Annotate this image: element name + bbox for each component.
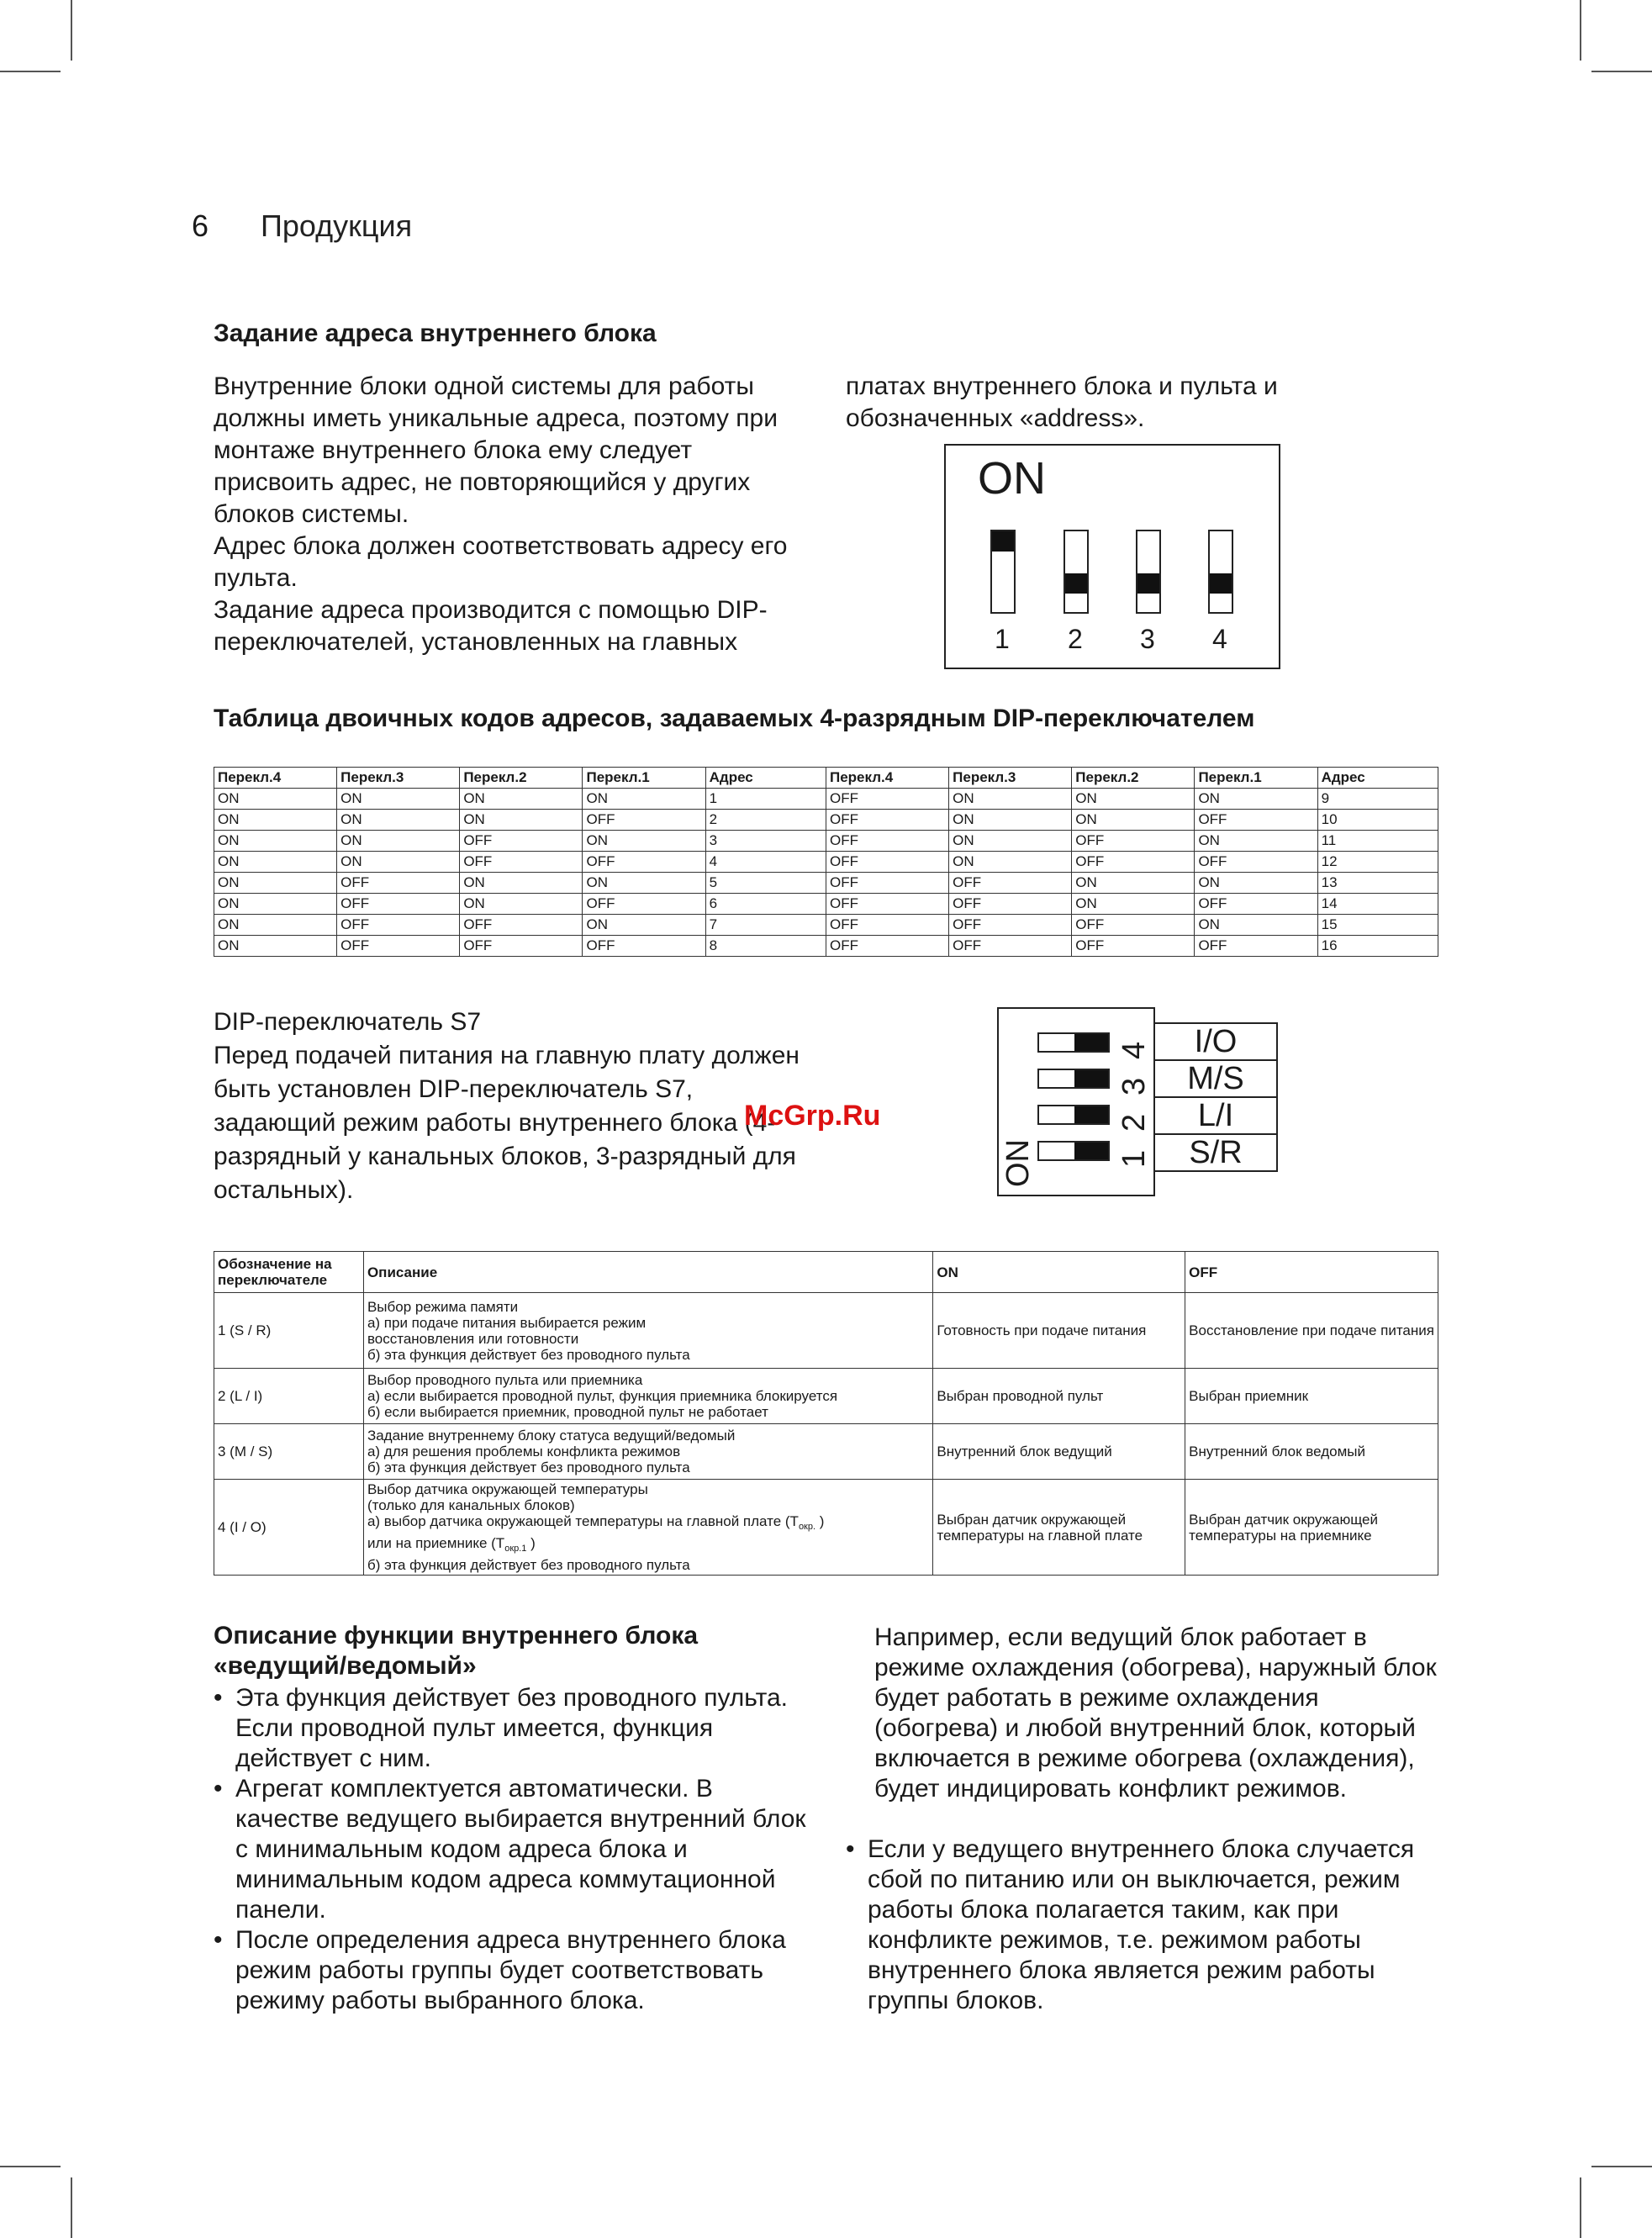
list-item: • Эта функция действует без проводного пульта. Если проводной пульт имеется, функция действует с ним. — [214, 1683, 819, 1774]
description-line: а) при подаче питания выбирается режим — [367, 1314, 647, 1331]
table-cell: ON — [949, 810, 1072, 831]
table-cell: OFF — [826, 831, 948, 852]
master-right-list — [846, 1834, 1446, 2016]
table-cell: ON — [214, 831, 337, 852]
paragraph: Внутренние блоки одной системы для работы должны иметь уникальные адреса, поэтому при монтаже внутреннего блока ему следует присвоить адрес, не повторяющийся у других блоков системы. — [214, 372, 778, 528]
table-row — [214, 894, 1438, 915]
address-dip-switch-diagram — [944, 444, 1280, 669]
s7-number: 3 — [1116, 1077, 1152, 1095]
s7-label-box — [1153, 1022, 1278, 1172]
table-cell: 2 — [705, 810, 826, 831]
s7-switch-3 — [1037, 1069, 1110, 1089]
table-header: OFF — [1185, 1252, 1438, 1293]
table-cell: OFF — [1072, 936, 1195, 957]
description-line: а) для решения проблемы конфликта режимов — [367, 1444, 681, 1459]
table-header: ON — [933, 1252, 1185, 1293]
table-cell: ON — [214, 873, 337, 894]
table-cell: ON — [214, 789, 337, 810]
table-header: Перекл.3 — [337, 768, 460, 789]
table-cell: ON — [214, 915, 337, 936]
on-cell: Выбран датчик окружающей температуры на главной плате — [933, 1480, 1185, 1576]
table-cell: ON — [1195, 831, 1317, 852]
table-cell: 16 — [1317, 936, 1438, 957]
crop-mark — [1580, 0, 1581, 61]
list-item: • После определения адреса внутреннего блока режим работы группы будет соответствовать режиму работы выбранного блока. — [214, 1925, 819, 2016]
description-line: Выбор режима памяти — [367, 1298, 519, 1315]
table-cell: OFF — [1195, 852, 1317, 873]
table-cell: OFF — [1072, 915, 1195, 936]
table-cell: OFF — [1072, 852, 1195, 873]
dip-number: 4 — [1212, 624, 1227, 654]
table-cell: OFF — [583, 810, 705, 831]
s7-label: L/I — [1155, 1098, 1276, 1135]
watermark: McGrp.Ru — [744, 1100, 881, 1132]
table-cell: ON — [337, 789, 460, 810]
page-number: 6 — [192, 208, 209, 243]
table-cell: ON — [460, 810, 583, 831]
table-header: Перекл.4 — [214, 768, 337, 789]
description-line: или на приемнике ($T_{окр.1}$ ) — [367, 1535, 536, 1554]
table-cell: ON — [337, 831, 460, 852]
dip-number: 1 — [995, 624, 1010, 654]
crop-mark — [1591, 71, 1652, 72]
table-cell: ON — [1072, 873, 1195, 894]
table-cell: OFF — [460, 852, 583, 873]
table-cell: ON — [583, 873, 705, 894]
table-cell: ON — [337, 852, 460, 873]
table-cell: OFF — [583, 936, 705, 957]
table-header: Описание — [363, 1252, 932, 1293]
switch-cell: 3 (M / S) — [214, 1424, 364, 1480]
table-cell: ON — [1195, 789, 1317, 810]
table-header: Адрес — [1317, 768, 1438, 789]
table-cell: ON — [214, 852, 337, 873]
table-cell: OFF — [337, 894, 460, 915]
paragraph: Адрес блока должен соответствовать адресу его пульта. — [214, 532, 788, 592]
crop-mark — [71, 0, 72, 61]
heading-line: «ведущий/ведомый» — [214, 1652, 477, 1680]
table-cell: ON — [1072, 810, 1195, 831]
table-cell: 3 — [705, 831, 826, 852]
table-cell: OFF — [1072, 831, 1195, 852]
table-header: Перекл.4 — [826, 768, 948, 789]
description-line: б) эта функция действует без проводного пульта — [367, 1459, 690, 1475]
table-header: Перекл.2 — [1072, 768, 1195, 789]
table-cell: ON — [949, 789, 1072, 810]
table-cell: 10 — [1317, 810, 1438, 831]
table-cell: ON — [949, 831, 1072, 852]
master-right-text: Например, если ведущий блок работает в режиме охлаждения (обогрева), наружный блок будет работать в режиме охлаждения (обогрева) и любой внутренний блок, который включается в режиме обогрева (охлаждения), будет индицировать конфликт режимов. — [874, 1623, 1437, 1803]
crop-mark — [1580, 2177, 1581, 2238]
s7-number: 2 — [1116, 1113, 1152, 1132]
table-cell: OFF — [826, 894, 948, 915]
table-cell: OFF — [337, 936, 460, 957]
table-cell: OFF — [826, 852, 948, 873]
description-cell — [363, 1480, 932, 1576]
table-cell: OFF — [1195, 810, 1317, 831]
table-cell: ON — [460, 894, 583, 915]
on-cell: Внутренний блок ведущий — [933, 1424, 1185, 1480]
on-cell: Выбран проводной пульт — [933, 1369, 1185, 1424]
table-cell: 14 — [1317, 894, 1438, 915]
table-cell: ON — [583, 915, 705, 936]
table-header: Перекл.2 — [460, 768, 583, 789]
description-line: Выбор датчика окружающей температуры — [367, 1481, 648, 1497]
dip-switch-1 — [990, 530, 1016, 614]
switch-cell: 1 (S / R) — [214, 1293, 364, 1369]
table-cell: OFF — [460, 831, 583, 852]
description-line: Задание внутреннему блоку статуса ведущий/ведомый — [367, 1428, 736, 1444]
table-cell: ON — [1072, 894, 1195, 915]
table-cell: OFF — [1195, 936, 1317, 957]
crop-mark — [0, 2166, 61, 2167]
s7-label: S/R — [1189, 1135, 1243, 1170]
table-row — [214, 915, 1438, 936]
description-line: восстановления или готовности — [367, 1330, 579, 1347]
description-line: Выбор проводного пульта или приемника — [367, 1372, 643, 1388]
master-left-list — [214, 1683, 819, 2016]
table-cell: OFF — [826, 789, 948, 810]
s7-switch-2 — [1037, 1105, 1110, 1125]
binary-code-table — [214, 767, 1438, 957]
s7-label: M/S — [1155, 1061, 1276, 1098]
crop-mark — [71, 2177, 72, 2238]
table-cell: ON — [949, 852, 1072, 873]
table-header: Перекл.1 — [1195, 768, 1317, 789]
table-cell: ON — [460, 789, 583, 810]
dip-number: 2 — [1068, 624, 1083, 654]
binary-table-title: Таблица двоичных кодов адресов, задаваемых 4-разрядным DIP-переключателем — [214, 705, 1255, 732]
table-row — [214, 852, 1438, 873]
list-item: • Агрегат комплектуется автоматически. В качестве ведущего выбирается внутренний блок с минимальным кодом адреса блока и минимальным кодом адреса коммутационной панели. — [214, 1774, 819, 1925]
crop-mark — [0, 71, 61, 72]
address-heading: Задание адреса внутреннего блока — [214, 319, 657, 347]
table-cell: ON — [214, 810, 337, 831]
table-cell: OFF — [949, 936, 1072, 957]
table-row — [214, 789, 1438, 810]
table-header: Обозначение на переключателе — [214, 1252, 364, 1293]
table-cell: OFF — [460, 936, 583, 957]
table-cell: 12 — [1317, 852, 1438, 873]
s7-label: I/O — [1155, 1024, 1276, 1061]
table-header: Адрес — [705, 768, 826, 789]
table-cell: 15 — [1317, 915, 1438, 936]
table-header: Перекл.3 — [949, 768, 1072, 789]
s7-switch-1 — [1037, 1141, 1110, 1161]
table-cell: OFF — [949, 873, 1072, 894]
table-row — [214, 810, 1438, 831]
on-cell: Готовность при подаче питания — [933, 1293, 1185, 1369]
switch-cell: 2 (L / I) — [214, 1369, 364, 1424]
s7-number: 1 — [1116, 1149, 1152, 1168]
description-line: б) эта функция действует без проводного пульта — [367, 1557, 690, 1573]
table-row — [214, 1293, 1438, 1369]
table-row — [214, 873, 1438, 894]
crop-mark — [1591, 2166, 1652, 2167]
table-cell: 7 — [705, 915, 826, 936]
s7-title: DIP-переключатель S7 — [214, 1008, 482, 1036]
dip-number: 3 — [1140, 624, 1155, 654]
table-row — [214, 1424, 1438, 1480]
off-cell: Выбран приемник — [1185, 1369, 1438, 1424]
switch-cell: 4 (I / O) — [214, 1480, 364, 1576]
s7-description: Перед подачей питания на главную плату должен быть установлен DIP-переключатель S7, задающий режим работы внутреннего блока (4-разрядный у канальных блоков, 3-разрядный для остальных). — [214, 1042, 800, 1204]
off-cell: Внутренний блок ведомый — [1185, 1424, 1438, 1480]
list-item: • Если у ведущего внутреннего блока случается сбой по питанию или он выключается, режим работы блока полагается таким, как при конфликте режимов, т.е. режимом работы внутреннего блока является режим работы группы блоков. — [846, 1834, 1446, 2016]
table-header-row — [214, 768, 1438, 789]
heading-line: Описание функции внутреннего блока — [214, 1622, 699, 1649]
description-cell — [363, 1369, 932, 1424]
table-cell: ON — [583, 789, 705, 810]
table-cell: 8 — [705, 936, 826, 957]
address-left-text — [214, 371, 802, 658]
s7-text — [214, 1006, 819, 1207]
table-cell: 6 — [705, 894, 826, 915]
description-line: б) эта функция действует без проводного пульта — [367, 1346, 690, 1363]
table-cell: 5 — [705, 873, 826, 894]
s7-on-label: ON — [1000, 1139, 1036, 1187]
off-cell: Выбран датчик окружающей температуры на приемнике — [1185, 1480, 1438, 1576]
off-cell: Восстановление при подаче питания — [1185, 1293, 1438, 1369]
dip-switch-4 — [1208, 530, 1233, 614]
table-cell: ON — [214, 936, 337, 957]
description-cell — [363, 1424, 932, 1480]
table-row — [214, 936, 1438, 957]
table-cell: OFF — [460, 915, 583, 936]
description-line: а) выбор датчика окружающей температуры на главной плате ($T_{окр.}$ ) — [367, 1513, 825, 1532]
table-cell: OFF — [949, 894, 1072, 915]
table-cell: OFF — [337, 915, 460, 936]
table-cell: 1 — [705, 789, 826, 810]
table-cell: ON — [1195, 915, 1317, 936]
table-cell: ON — [337, 810, 460, 831]
table-cell: 4 — [705, 852, 826, 873]
table-row — [214, 831, 1438, 852]
table-cell: OFF — [826, 810, 948, 831]
table-row — [214, 1369, 1438, 1424]
table-cell: OFF — [1195, 894, 1317, 915]
table-cell: OFF — [826, 936, 948, 957]
s7-number: 4 — [1116, 1041, 1152, 1059]
description-line: (только для канальных блоков) — [367, 1497, 575, 1513]
description-line: а) если выбирается проводной пульт, функция приемника блокируется — [367, 1388, 838, 1404]
table-cell: ON — [214, 894, 337, 915]
address-right-text: платах внутреннего блока и пульта и обозначенных «address». — [846, 372, 1278, 432]
table-header: Перекл.1 — [583, 768, 705, 789]
table-cell: ON — [1195, 873, 1317, 894]
dip-switch-2 — [1064, 530, 1089, 614]
table-cell: ON — [460, 873, 583, 894]
table-cell: OFF — [583, 852, 705, 873]
table-cell: OFF — [826, 915, 948, 936]
table-cell: OFF — [949, 915, 1072, 936]
paragraph: Задание адреса производится с помощью DIP-переключателей, установленных на главных — [214, 596, 768, 656]
table-cell: OFF — [337, 873, 460, 894]
description-cell — [363, 1293, 932, 1369]
dip-on-label: ON — [978, 453, 1046, 504]
table-cell: 13 — [1317, 873, 1438, 894]
master-heading — [214, 1621, 698, 1681]
description-line: б) если выбирается приемник, проводной пульт не работает — [367, 1404, 768, 1420]
table-cell: ON — [583, 831, 705, 852]
table-cell: ON — [1072, 789, 1195, 810]
section-title: Продукция — [261, 208, 413, 243]
table-cell: OFF — [826, 873, 948, 894]
s7-switch-4 — [1037, 1032, 1110, 1053]
table-row — [214, 1480, 1438, 1576]
table-cell: 9 — [1317, 789, 1438, 810]
dip-switch-3 — [1136, 530, 1161, 614]
table-cell: 11 — [1317, 831, 1438, 852]
s7-dip-diagram — [997, 1007, 1350, 1196]
s7-function-table — [214, 1251, 1438, 1576]
table-cell: OFF — [583, 894, 705, 915]
